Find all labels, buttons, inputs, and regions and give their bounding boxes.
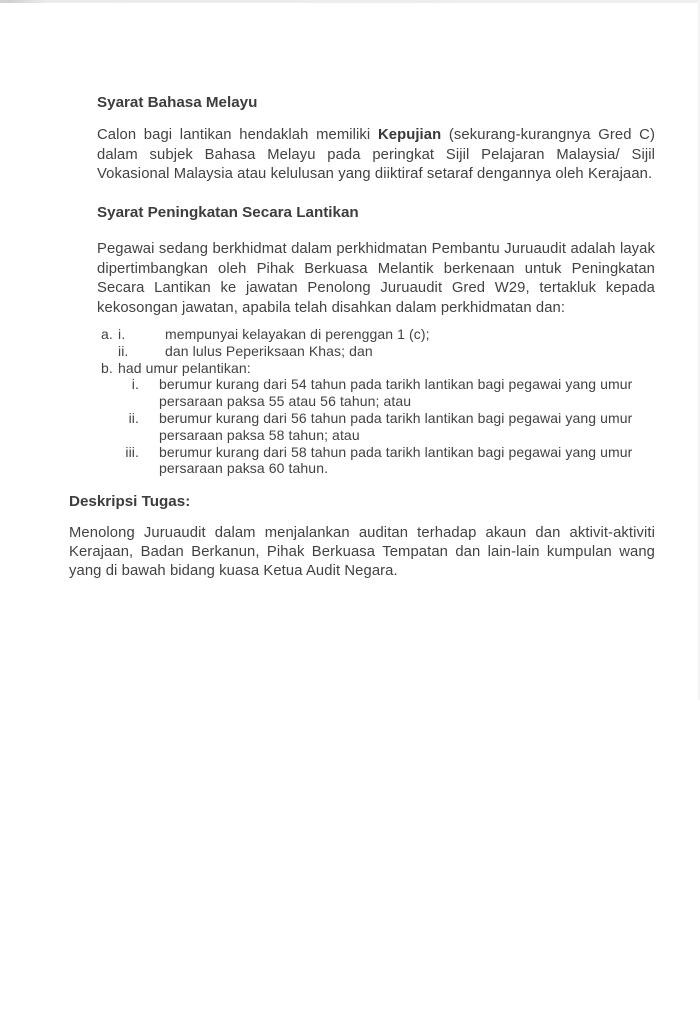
list-item-text: berumur kurang dari 56 tahun pada tarikh lantikan bagi pegawai yang umur persaraan paksa 58 tahun; atau	[159, 409, 633, 443]
paragraph-text: Calon bagi lantikan hendaklah memiliki	[97, 127, 378, 143]
list-item-b-ii	[97, 410, 655, 444]
list-item-text: berumur kurang dari 58 tahun pada tarikh lantikan bagi pegawai yang umur persaraan paksa 60 tahun.	[159, 443, 633, 477]
paragraph-syarat-peningkatan: Pegawai sedang berkhidmat dalam perkhidmatan Pembantu Juruaudit adalah layak dipertimbangkan oleh Pihak Berkuasa Melantik berkenaan untuk Peningkatan Secara Lantikan ke jawatan Penolong Juruaudit Gred W29, tertakluk kepada kekosongan jawatan, apabila telah disahkan dalam perkhidmatan dan:	[97, 241, 655, 316]
heading-deskripsi-tugas: Deskripsi Tugas:	[69, 493, 191, 510]
list-item-b	[97, 360, 655, 377]
paragraph-text: (sekurang-kurangnya Gred C) dalam subjek Bahasa Melayu pada peringkat Sijil Pelajaran Malaysia/ Sijil Vokasional Malaysia atau kelulusan yang diiktiraf setaraf dengannya oleh Kerajaan.	[97, 127, 655, 182]
list-marker-b-i: i.	[131, 376, 139, 393]
list-item-b-iii	[97, 444, 655, 478]
heading-syarat-bahasa-melayu: Syarat Bahasa Melayu	[97, 94, 258, 111]
list-item-b-label: had umur pelantikan:	[118, 359, 251, 376]
list-marker-b: b.	[101, 359, 113, 376]
list-item-text: dan lulus Peperiksaan Khas; dan	[165, 342, 373, 359]
list-item-b-i	[97, 376, 655, 410]
bold-kepujian: Kepujian	[377, 127, 442, 143]
paragraph-syarat-bahasa	[97, 126, 655, 185]
heading-syarat-peningkatan: Syarat Peningkatan Secara Lantikan	[97, 204, 359, 221]
scan-edge-top	[0, 0, 700, 3]
paragraph-deskripsi-tugas: Menolong Juruaudit dalam menjalankan auditan terhadap akaun dan aktivit-aktiviti Kerajaan, Badan Berkanun, Pihak Berkuasa Tempatan dan lain-lain kumpulan wang yang di bawah bidang kuasa Ketua Audit Negara.	[69, 525, 655, 579]
list-item-text: mempunyai kelayakan di perenggan 1 (c);	[165, 326, 430, 342]
requirements-list	[97, 326, 655, 477]
list-item-text: berumur kurang dari 54 tahun pada tarikh lantikan bagi pegawai yang umur persaraan paksa 55 atau 56 tahun; atau	[159, 376, 633, 410]
list-marker-a: a.	[101, 326, 113, 342]
list-marker-b-ii: ii.	[128, 409, 139, 426]
list-marker-a-i: i.	[118, 326, 126, 342]
list-marker-a-ii: ii.	[118, 342, 129, 359]
list-marker-b-iii: iii.	[125, 443, 139, 460]
list-item-a-i	[97, 326, 655, 343]
list-item-a-ii	[97, 343, 655, 360]
